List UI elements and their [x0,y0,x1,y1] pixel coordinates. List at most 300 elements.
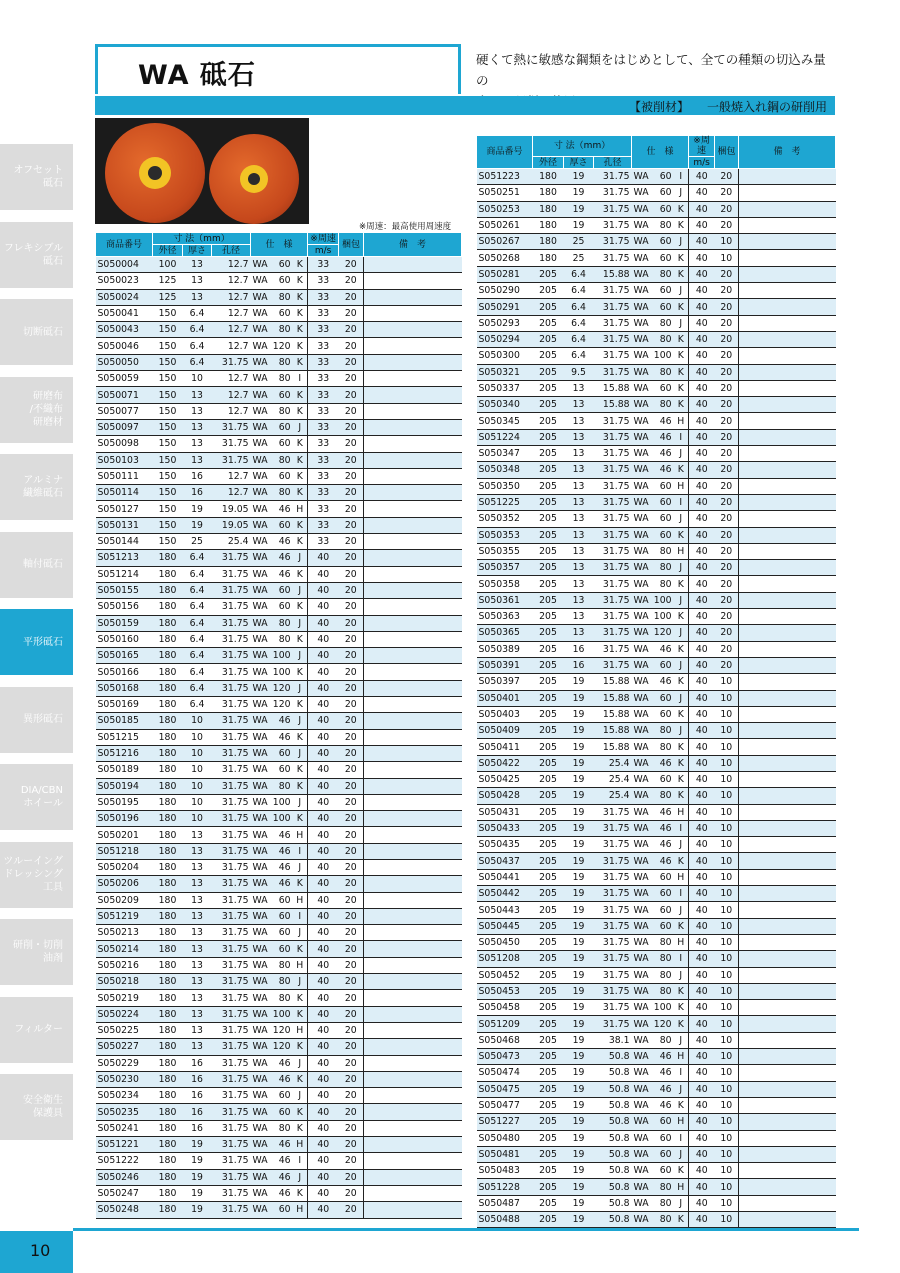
peripheral-speed: 40 [308,843,339,859]
table-row [477,739,836,755]
table-row [477,494,836,510]
thickness: 13 [183,273,212,289]
peripheral-speed: 33 [308,387,339,403]
peripheral-speed: 40 [308,1137,339,1153]
header-thickness: 厚さ [183,245,212,257]
table-row [96,1006,462,1022]
thickness: 19 [564,706,594,722]
table-row [477,1049,836,1065]
pack-qty: 20 [715,576,739,592]
pack-qty: 20 [339,974,364,990]
pack-qty: 20 [715,494,739,510]
thickness: 10 [183,713,212,729]
spec-abrasive: WA [251,305,269,321]
header-pack: 梱包 [715,136,739,169]
outer-diameter: 205 [533,413,564,429]
spec-grade: K [674,201,689,217]
thickness: 19 [564,185,594,201]
thickness: 16 [183,1104,212,1120]
product-code: S050352 [477,511,533,527]
table-row [477,625,836,641]
spec-grit: 60 [650,250,674,266]
outer-diameter: 205 [533,1000,564,1016]
spec-grit: 46 [269,1169,293,1185]
spec-grit: 60 [650,494,674,510]
table-row [477,886,836,902]
outer-diameter: 150 [153,501,183,517]
spec-grit: 60 [269,745,293,761]
remarks-cell [364,257,462,273]
table-row [96,1169,462,1185]
peripheral-speed: 33 [308,468,339,484]
peripheral-speed: 33 [308,501,339,517]
table-row [477,1163,836,1179]
spec-abrasive: WA [251,1022,269,1038]
product-code: S050043 [96,322,153,338]
spec-abrasive: WA [251,941,269,957]
spec-abrasive: WA [632,234,650,250]
sidebar-tab[interactable]: 研削・切削 油剤 [0,919,73,985]
spec-abrasive: WA [251,745,269,761]
remarks-cell [739,511,836,527]
bore: 31.75 [212,615,251,631]
sidebar-tab[interactable]: アルミナ 繊維砥石 [0,454,73,520]
material-label: 【被削材】 [628,100,683,114]
bore: 31.75 [212,1104,251,1120]
bore: 50.8 [594,1179,632,1195]
remarks-cell [364,859,462,875]
remarks-cell [739,250,836,266]
remarks-cell [739,804,836,820]
product-code: S050230 [96,1071,153,1087]
spec-abrasive: WA [251,1153,269,1169]
peripheral-speed: 40 [689,723,715,739]
spec-grade: K [293,631,308,647]
product-code: S050224 [96,1006,153,1022]
peripheral-speed: 40 [308,615,339,631]
spec-abrasive: WA [632,348,650,364]
product-code: S050442 [477,886,533,902]
table-row [96,517,462,533]
spec-grade: K [293,1185,308,1201]
spec-grit: 46 [269,566,293,582]
spec-grit: 80 [650,217,674,233]
table-row [96,713,462,729]
remarks-cell [364,1006,462,1022]
table-row [96,827,462,843]
sidebar-tab[interactable]: 研磨布 /不織布 研磨材 [0,377,73,443]
pack-qty: 10 [715,869,739,885]
thickness: 13 [183,876,212,892]
remarks-cell [364,615,462,631]
outer-diameter: 205 [533,315,564,331]
spec-grade: K [674,983,689,999]
spec-abrasive: WA [251,1039,269,1055]
peripheral-speed: 40 [689,1179,715,1195]
sidebar-tab[interactable]: 安全衛生 保護具 [0,1074,73,1140]
pack-qty: 20 [339,468,364,484]
spec-abrasive: WA [632,853,650,869]
pack-qty: 10 [715,788,739,804]
spec-grade: J [293,680,308,696]
bore: 12.7 [212,338,251,354]
outer-diameter: 180 [533,234,564,250]
spec-grade: K [674,576,689,592]
spec-abrasive: WA [251,419,269,435]
bore: 31.75 [212,794,251,810]
spec-grade: K [674,739,689,755]
spec-abrasive: WA [632,478,650,494]
pack-qty: 10 [715,983,739,999]
product-code: S050251 [477,185,533,201]
sidebar-tab[interactable]: 平形砥石 [0,609,73,675]
spec-abrasive: WA [251,599,269,615]
peripheral-speed: 40 [689,869,715,885]
spec-abrasive: WA [632,1195,650,1211]
thickness: 19 [564,739,594,755]
pack-qty: 20 [339,811,364,827]
product-code: S050168 [96,680,153,696]
peripheral-speed: 33 [308,534,339,550]
bore: 31.75 [212,680,251,696]
bore: 31.75 [212,452,251,468]
table-row [96,387,462,403]
table-row [477,1114,836,1130]
spec-abrasive: WA [632,967,650,983]
peripheral-speed: 33 [308,436,339,452]
thickness: 10 [183,762,212,778]
spec-grit: 80 [269,485,293,501]
bore: 25.4 [212,534,251,550]
table-row [477,837,836,853]
sidebar-tab[interactable]: フィルター [0,997,73,1063]
spec-grade: K [293,387,308,403]
product-code: S050363 [477,609,533,625]
spec-abrasive: WA [632,657,650,673]
spec-abrasive: WA [251,762,269,778]
thickness: 13 [183,974,212,990]
sidebar-tab[interactable]: オフセット 砥石 [0,144,73,210]
bore: 31.75 [594,886,632,902]
peripheral-speed: 40 [689,446,715,462]
bore: 31.75 [594,918,632,934]
spec-grit: 60 [269,517,293,533]
product-code: S050361 [477,592,533,608]
thickness: 19 [564,1163,594,1179]
spec-grade: J [293,648,308,664]
bore: 31.75 [212,354,251,370]
spec-grade: J [674,1032,689,1048]
remarks-cell [739,364,836,380]
product-code: S050337 [477,380,533,396]
bore: 31.75 [594,185,632,201]
pack-qty: 20 [339,843,364,859]
peripheral-speed: 40 [308,599,339,615]
outer-diameter: 180 [153,974,183,990]
spec-grit: 46 [269,1071,293,1087]
bore: 31.75 [594,511,632,527]
spec-grit: 120 [269,338,293,354]
remarks-cell [364,1185,462,1201]
spec-abrasive: WA [251,990,269,1006]
spec-abrasive: WA [632,380,650,396]
sidebar-tab[interactable]: 異形砥石 [0,687,73,753]
thickness: 19 [564,1097,594,1113]
peripheral-speed: 40 [308,1120,339,1136]
spec-abrasive: WA [632,934,650,950]
thickness: 13 [564,397,594,413]
thickness: 19 [564,804,594,820]
thickness: 13 [183,452,212,468]
product-code: S051218 [96,843,153,859]
product-code: S050114 [96,485,153,501]
peripheral-speed: 40 [689,348,715,364]
peripheral-speed: 40 [308,664,339,680]
pack-qty: 20 [339,1055,364,1071]
bore: 31.75 [594,951,632,967]
table-row [96,957,462,973]
peripheral-speed: 40 [689,266,715,282]
thickness: 13 [183,908,212,924]
bore: 31.75 [212,745,251,761]
spec-grit: 80 [650,1212,674,1228]
header-remarks: 備 考 [739,136,836,169]
pack-qty: 10 [715,1032,739,1048]
bore: 31.75 [594,625,632,641]
peripheral-speed: 33 [308,257,339,273]
peripheral-speed: 40 [308,1153,339,1169]
spec-abrasive: WA [251,827,269,843]
spec-abrasive: WA [251,501,269,517]
spec-abrasive: WA [632,1032,650,1048]
sidebar-tab[interactable]: DIA/CBN ホイール [0,764,73,830]
bore: 31.75 [594,1000,632,1016]
outer-diameter: 205 [533,625,564,641]
product-code: S050253 [477,201,533,217]
spec-grade: I [674,429,689,445]
outer-diameter: 205 [533,706,564,722]
table-row [477,983,836,999]
spec-grit: 100 [269,664,293,680]
spec-grade: J [674,1081,689,1097]
outer-diameter: 180 [153,615,183,631]
remarks-cell [364,1104,462,1120]
spec-grade: K [674,527,689,543]
header-speed-unit: m/s [308,245,339,257]
bore: 31.75 [594,592,632,608]
product-code: S050422 [477,755,533,771]
table-row [477,1016,836,1032]
outer-diameter: 180 [153,1202,183,1218]
remarks-cell [739,967,836,983]
bore: 15.88 [594,739,632,755]
pack-qty: 20 [339,990,364,1006]
sidebar-tab[interactable]: 切断砥石 [0,299,73,365]
pack-qty: 20 [339,550,364,566]
spec-grade: I [674,886,689,902]
remarks-cell [739,657,836,673]
remarks-cell [364,957,462,973]
spec-grit: 80 [269,957,293,973]
sidebar-tab[interactable]: ツルーイング ドレッシング 工具 [0,842,73,908]
spec-grit: 100 [269,1006,293,1022]
spec-grade: J [674,592,689,608]
remarks-cell [364,811,462,827]
spec-grade: I [674,1065,689,1081]
spec-abrasive: WA [632,1016,650,1032]
outer-diameter: 180 [533,201,564,217]
spec-abrasive: WA [251,1169,269,1185]
bore: 31.75 [594,331,632,347]
bore: 31.75 [594,804,632,820]
remarks-cell [364,582,462,598]
bore: 50.8 [594,1212,632,1228]
pack-qty: 20 [339,273,364,289]
product-code: S050166 [96,664,153,680]
product-code: S050248 [96,1202,153,1218]
table-row [477,902,836,918]
peripheral-speed: 40 [689,234,715,250]
spec-grade: K [293,1039,308,1055]
spec-abrasive: WA [251,843,269,859]
spec-grit: 60 [269,925,293,941]
bore: 31.75 [212,664,251,680]
thickness: 16 [183,1120,212,1136]
header-bore: 孔径 [212,245,251,257]
peripheral-speed: 40 [308,582,339,598]
pack-qty: 10 [715,1212,739,1228]
remarks-cell [739,1130,836,1146]
outer-diameter: 180 [533,169,564,185]
peripheral-speed: 40 [689,576,715,592]
thickness: 16 [183,468,212,484]
product-code: S050365 [477,625,533,641]
spec-abrasive: WA [632,951,650,967]
sidebar-tab[interactable]: 軸付砥石 [0,532,73,598]
remarks-cell [739,609,836,625]
spec-grade: K [674,250,689,266]
thickness: 13 [564,429,594,445]
outer-diameter: 205 [533,543,564,559]
remarks-cell [739,983,836,999]
spec-grade: I [293,1153,308,1169]
remarks-cell [364,827,462,843]
thickness: 25 [564,234,594,250]
outer-diameter: 180 [153,713,183,729]
remarks-cell [364,697,462,713]
spec-abrasive: WA [251,468,269,484]
product-code: S050218 [96,974,153,990]
thickness: 19 [564,217,594,233]
remarks-cell [739,1163,836,1179]
spec-grit: 60 [269,387,293,403]
remarks-cell [739,902,836,918]
spec-abrasive: WA [251,615,269,631]
bore: 15.88 [594,266,632,282]
bore: 31.75 [212,419,251,435]
thickness: 13 [183,925,212,941]
bore: 31.75 [212,974,251,990]
thickness: 13 [564,446,594,462]
spec-abrasive: WA [632,690,650,706]
bore: 31.75 [594,983,632,999]
outer-diameter: 150 [153,517,183,533]
outer-diameter: 205 [533,1146,564,1162]
outer-diameter: 180 [153,925,183,941]
remarks-cell [364,534,462,550]
peripheral-speed: 33 [308,338,339,354]
outer-diameter: 180 [153,1088,183,1104]
spec-grade: K [293,941,308,957]
table-row [96,631,462,647]
thickness: 19 [564,1146,594,1162]
spec-grade: K [293,990,308,1006]
peripheral-speed: 33 [308,354,339,370]
peripheral-speed: 40 [689,560,715,576]
outer-diameter: 180 [153,827,183,843]
spec-grit: 80 [650,397,674,413]
spec-abrasive: WA [632,1179,650,1195]
spec-grade: H [674,413,689,429]
pack-qty: 20 [715,217,739,233]
table-row [96,1104,462,1120]
peripheral-speed: 40 [689,804,715,820]
sidebar-tab[interactable]: フレキシブル 砥石 [0,222,73,288]
table-row [96,1088,462,1104]
spec-grade: H [674,1049,689,1065]
peripheral-speed: 40 [308,941,339,957]
table-row [96,403,462,419]
product-code: S050103 [96,452,153,468]
remarks-cell [364,1153,462,1169]
outer-diameter: 180 [153,876,183,892]
product-code: S050293 [477,315,533,331]
spec-abrasive: WA [251,257,269,273]
remarks-cell [364,501,462,517]
product-code: S051213 [96,550,153,566]
outer-diameter: 205 [533,918,564,934]
peripheral-speed: 40 [689,511,715,527]
spec-abrasive: WA [251,1055,269,1071]
table-row [96,305,462,321]
spec-grade: J [293,582,308,598]
thickness: 13 [183,941,212,957]
product-code: S050160 [96,631,153,647]
thickness: 19 [564,674,594,690]
product-code: S050488 [477,1212,533,1228]
outer-diameter: 180 [153,1022,183,1038]
spec-grit: 100 [269,648,293,664]
pack-qty: 20 [715,462,739,478]
peripheral-speed: 33 [308,289,339,305]
bore: 31.75 [594,853,632,869]
pack-qty: 20 [339,648,364,664]
header-thickness: 厚さ [564,157,594,169]
peripheral-speed: 33 [308,403,339,419]
outer-diameter: 205 [533,560,564,576]
remarks-cell [364,1039,462,1055]
spec-grit: 46 [650,413,674,429]
outer-diameter: 180 [533,217,564,233]
remarks-cell [739,234,836,250]
remarks-cell [739,527,836,543]
spec-grit: 60 [650,478,674,494]
spec-grit: 46 [269,1153,293,1169]
product-code: S050321 [477,364,533,380]
spec-abrasive: WA [632,1081,650,1097]
thickness: 13 [183,257,212,273]
pack-qty: 20 [715,527,739,543]
